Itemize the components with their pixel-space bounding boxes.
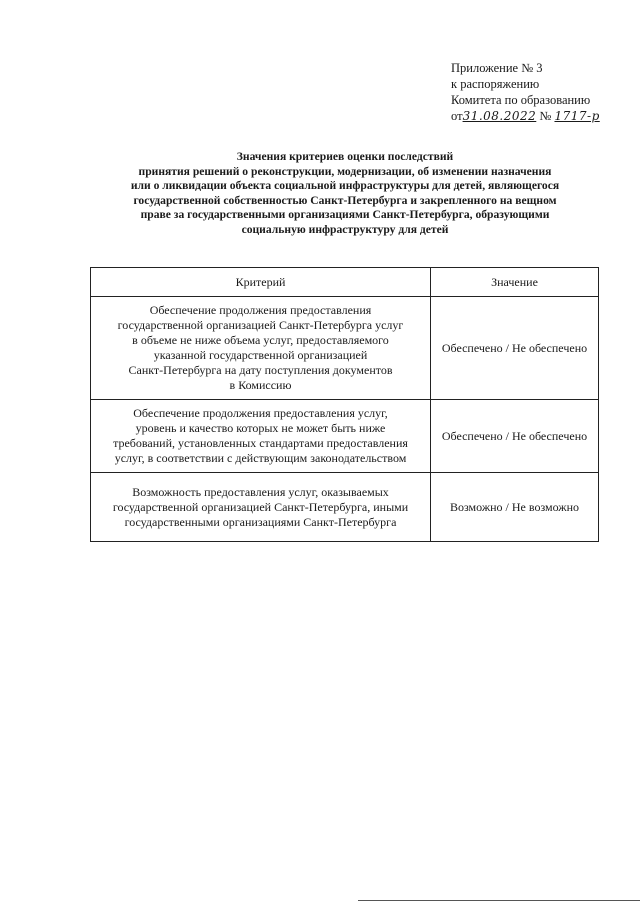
appendix-order-ref: к распоряжению	[451, 77, 540, 91]
criterion-line: уровень и качество которых не может быть ниже	[135, 421, 386, 435]
number-prefix: №	[539, 109, 552, 123]
value-cell: Возможно / Не возможно	[431, 473, 599, 542]
table-row	[91, 297, 599, 400]
criterion-line: Санкт-Петербурга на дату поступления документов	[128, 363, 393, 377]
criterion-line: Обеспечение продолжения предоставления услуг,	[133, 406, 388, 420]
criterion-cell	[91, 297, 431, 400]
criterion-line: государственными организациями Санкт-Петербурга	[124, 514, 397, 529]
appendix-block	[451, 60, 636, 124]
title-line: Значения критериев оценки последствий	[236, 150, 454, 163]
criterion-line: государственной организацией Санкт-Петербурга, иными	[112, 499, 409, 514]
title-line: социальную инфраструктуру для детей	[241, 222, 449, 236]
date-prefix: от	[451, 109, 463, 123]
criteria-table	[90, 267, 599, 542]
document-title	[80, 150, 610, 237]
value-cell: Обеспечено / Не обеспечено	[431, 400, 599, 473]
table-row	[91, 473, 599, 542]
header-criterion: Критерий	[91, 268, 431, 297]
appendix-date-number	[451, 108, 636, 124]
appendix-title: Приложение № 3	[451, 61, 543, 75]
value-cell: Обеспечено / Не обеспечено	[431, 297, 599, 400]
number-value: 1717-р	[554, 109, 600, 123]
title-line: праве за государственными организациями Санкт-Петербурга, образующими	[140, 208, 550, 221]
title-line: принятия решений о реконструкции, модернизации, об изменении назначения	[138, 164, 552, 178]
criterion-line: Обеспечение продолжения предоставления	[149, 303, 372, 317]
criterion-cell	[91, 400, 431, 473]
appendix-committee: Комитета по образованию	[451, 93, 591, 107]
footer-divider	[358, 900, 640, 901]
criterion-line: требований, установленных стандартами предоставления	[113, 436, 408, 450]
criterion-line: государственной организацией Санкт-Петербурга услуг	[117, 318, 404, 332]
criterion-line: услуг, в соответствии с действующим законодательством	[114, 451, 407, 465]
title-line: государственной собственностью Санкт-Петербурга и закрепленного на вещном	[133, 193, 557, 207]
table-row	[91, 400, 599, 473]
table-header-row	[91, 268, 599, 297]
date-value: 31.08.2022	[462, 109, 537, 123]
criterion-line: в объеме не ниже объема услуг, предоставляемого	[132, 333, 389, 347]
criterion-line: в Комиссию	[229, 378, 292, 392]
title-line: или о ликвидации объекта социальной инфраструктуры для детей, являющегося	[130, 179, 560, 192]
criterion-cell	[91, 473, 431, 542]
header-value: Значение	[431, 268, 599, 297]
criterion-line: Возможность предоставления услуг, оказываемых	[132, 484, 389, 499]
criterion-line: указанной государственной организацией	[153, 348, 368, 362]
